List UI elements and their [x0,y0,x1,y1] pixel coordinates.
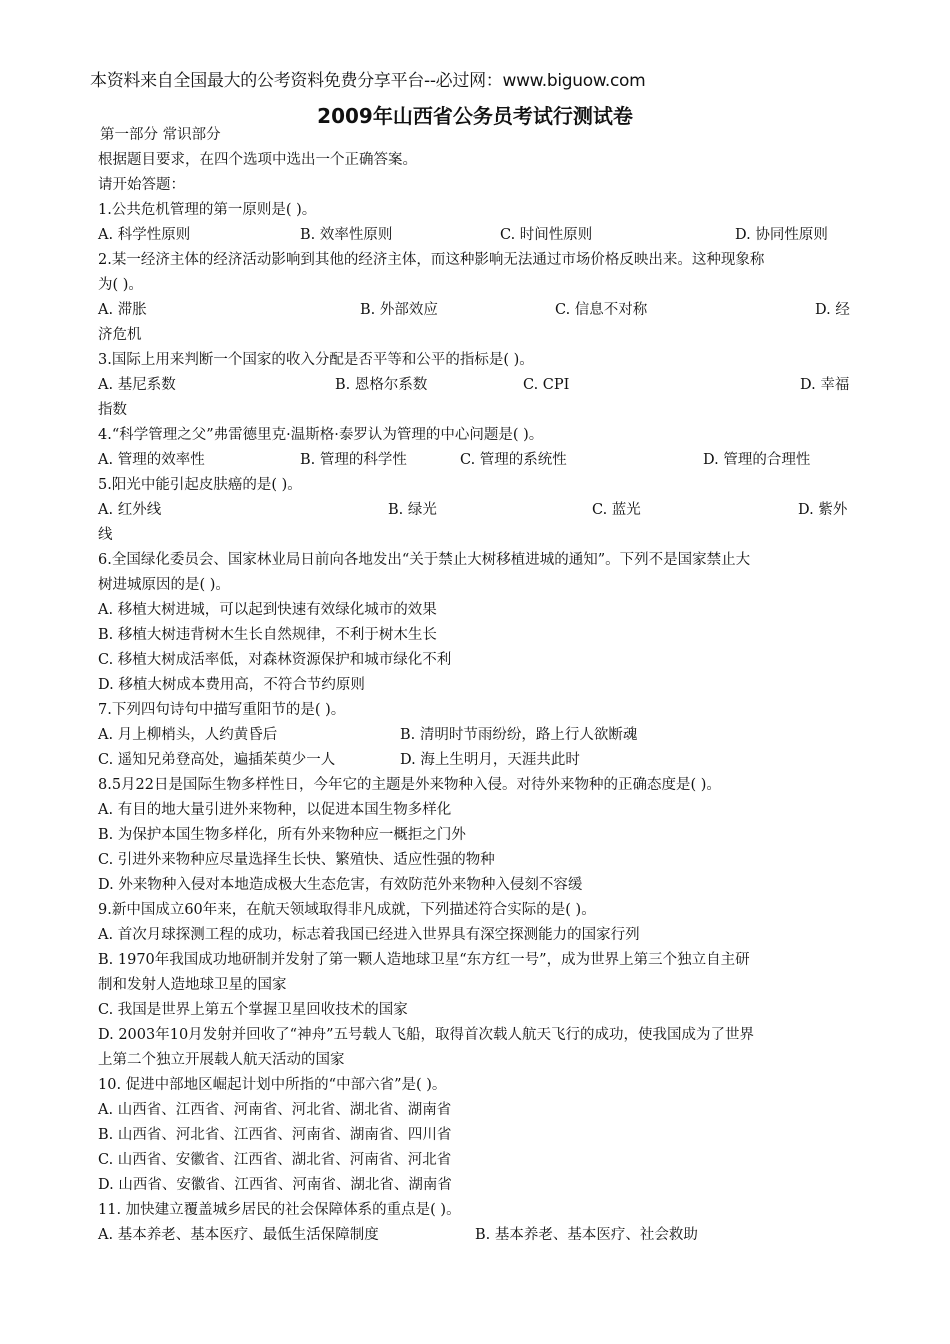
q10-option-c: C. 山西省、安徽省、江西省、湖北省、河南省、河北省 [98,1152,452,1168]
question-2-stem: 2.某一经济主体的经济活动影响到其他的经济主体，而这种影响无法通过市场价格反映出来。这种现象称 [98,252,765,268]
source-banner: 本资料来自全国最大的公考资料免费分享平台--必过网：www.biguow.com [90,71,646,91]
question-6-stem: 6.全国绿化委员会、国家林业局日前向各地发出“关于禁止大树移植进城的通知”。下列不是国家禁止大 [98,552,751,568]
question-7-stem: 7.下列四句诗句中描写重阳节的是( )。 [98,702,346,718]
q1-option-b: B. 效率性原则 [300,227,393,243]
q8-option-d: D. 外来物种入侵对本地造成极大生态危害，有效防范外来物种入侵刻不容缓 [98,877,583,893]
question-4-stem: 4.“科学管理之父”弗雷德里克·温斯格·泰罗认为管理的中心问题是( )。 [98,427,544,443]
q2-option-a: A. 滞胀 [98,302,147,318]
q1-option-a: A. 科学性原则 [98,227,191,243]
q8-option-c: C. 引进外来物种应尽量选择生长快、繁殖快、适应性强的物种 [98,852,495,868]
q9-option-b: B. 1970年我国成功地研制并发射了第一颗人造地球卫星“东方红一号”，成为世界上第三个独立自主研 [98,952,750,968]
question-3-stem: 3.国际上用来判断一个国家的收入分配是否平等和公平的指标是( )。 [98,352,534,368]
start-text: 请开始答题： [98,177,185,193]
section-heading: 第一部分 常识部分 [100,127,221,143]
q2-option-c: C. 信息不对称 [555,302,648,318]
q9-option-c: C. 我国是世界上第五个掌握卫星回收技术的国家 [98,1002,408,1018]
q3-option-d: D. 幸福 [800,377,850,393]
page-title: 2009年山西省公务员考试行测试卷 [317,104,633,128]
q7-option-c: C. 遥知兄弟登高处，遍插茱萸少一人 [98,752,336,768]
q3-option-c: C. CPI [523,377,570,393]
q9-option-b-cont: 制和发射人造地球卫星的国家 [98,977,287,993]
q2-option-b: B. 外部效应 [360,302,438,318]
q5-option-d: D. 紫外 [798,502,848,518]
question-10-stem: 10. 促进中部地区崛起计划中所指的“中部六省”是( )。 [98,1077,447,1093]
q11-option-a: A. 基本养老、基本医疗、最低生活保障制度 [98,1227,379,1243]
q5-option-b: B. 绿光 [388,502,437,518]
q4-option-b: B. 管理的科学性 [300,452,407,468]
question-1-stem: 1.公共危机管理的第一原则是( )。 [98,202,317,218]
question-2-stem-cont: 为( )。 [98,277,143,293]
question-9-stem: 9.新中国成立60年来，在航天领域取得非凡成就，下列描述符合实际的是( )。 [98,902,596,918]
q5-option-d-cont: 线 [98,527,113,543]
q7-option-a: A. 月上柳梢头，人约黄昏后 [98,727,278,743]
q8-option-b: B. 为保护本国生物多样化，所有外来物种应一概拒之门外 [98,827,466,843]
q1-option-c: C. 时间性原则 [500,227,593,243]
q10-option-b: B. 山西省、河北省、江西省、河南省、湖南省、四川省 [98,1127,452,1143]
q10-option-d: D. 山西省、安徽省、江西省、河南省、湖北省、湖南省 [98,1177,452,1193]
q1-option-d: D. 协同性原则 [735,227,828,243]
q3-option-b: B. 恩格尔系数 [335,377,428,393]
q4-option-c: C. 管理的系统性 [460,452,567,468]
q5-option-c: C. 蓝光 [592,502,641,518]
q7-option-d: D. 海上生明月，天涯共此时 [400,752,580,768]
question-5-stem: 5.阳光中能引起皮肤癌的是( )。 [98,477,302,493]
question-11-stem: 11. 加快建立覆盖城乡居民的社会保障体系的重点是( )。 [98,1202,461,1218]
q11-option-b: B. 基本养老、基本医疗、社会救助 [475,1227,698,1243]
q6-option-d: D. 移植大树成本费用高，不符合节约原则 [98,677,365,693]
q2-option-d: D. 经 [815,302,850,318]
instruction-text: 根据题目要求，在四个选项中选出一个正确答案。 [98,152,417,168]
q7-option-b: B. 清明时节雨纷纷，路上行人欲断魂 [400,727,638,743]
question-6-stem-cont: 树进城原因的是( )。 [98,577,230,593]
question-8-stem: 8.5月22日是国际生物多样性日，今年它的主题是外来物种入侵。对待外来物种的正确态度是( )。 [98,777,721,793]
q4-option-d: D. 管理的合理性 [703,452,811,468]
q4-option-a: A. 管理的效率性 [98,452,205,468]
q2-option-d-cont: 济危机 [98,327,142,343]
q6-option-a: A. 移植大树进城，可以起到快速有效绿化城市的效果 [98,602,437,618]
q9-option-d-cont: 上第二个独立开展载人航天活动的国家 [98,1052,345,1068]
q6-option-c: C. 移植大树成活率低，对森林资源保护和城市绿化不利 [98,652,452,668]
q3-option-d-cont: 指数 [98,402,127,418]
q5-option-a: A. 红外线 [98,502,162,518]
q9-option-a: A. 首次月球探测工程的成功，标志着我国已经进入世界具有深空探测能力的国家行列 [98,927,640,943]
q3-option-a: A. 基尼系数 [98,377,176,393]
q6-option-b: B. 移植大树违背树木生长自然规律，不利于树木生长 [98,627,437,643]
q8-option-a: A. 有目的地大量引进外来物种，以促进本国生物多样化 [98,802,452,818]
q9-option-d: D. 2003年10月发射并回收了“神舟”五号载人飞船，取得首次载人航天飞行的成功，使我国成为了世界 [98,1027,755,1043]
q10-option-a: A. 山西省、江西省、河南省、河北省、湖北省、湖南省 [98,1102,452,1118]
